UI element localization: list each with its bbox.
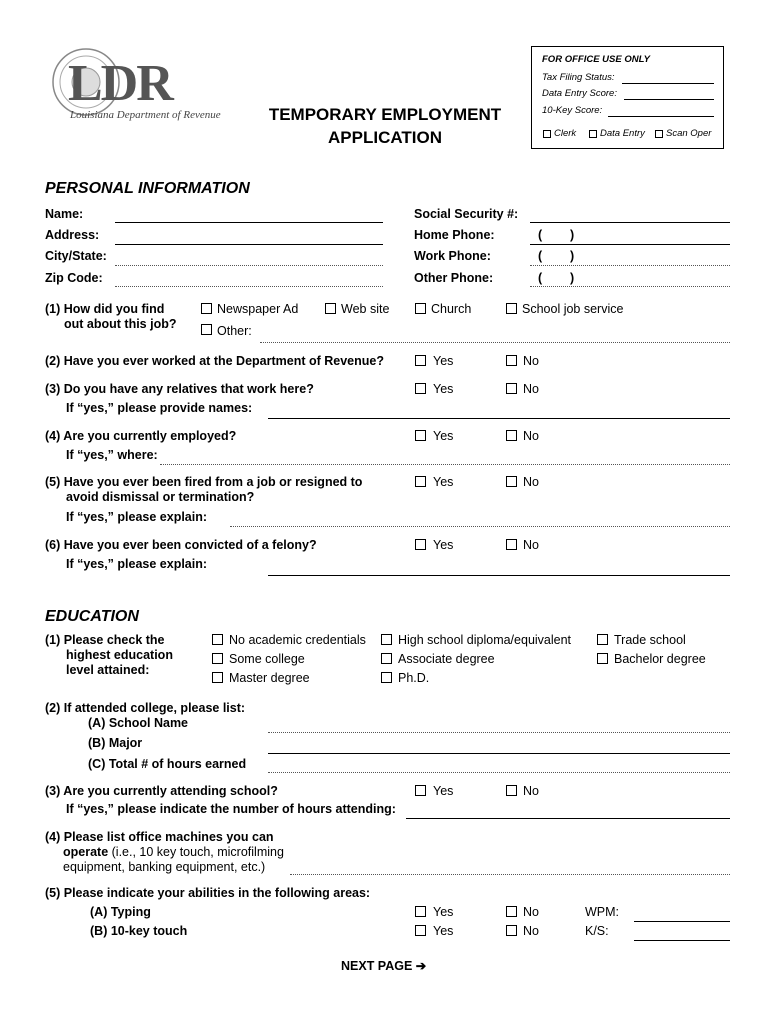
office-use-box [531,46,724,149]
q3-yes-checkbox[interactable] [415,383,426,394]
q5-label-line2: avoid dismissal or termination? [66,490,255,504]
other-phone-label: Other Phone: [414,271,494,285]
some-college-checkbox[interactable] [212,653,223,664]
master-degree-checkbox[interactable] [212,672,223,683]
e4-label-line3: equipment, banking equipment, etc.) [63,860,266,874]
tax-filing-line[interactable] [622,83,714,84]
q4-label: (4) Are you currently employed? [45,429,237,443]
other-source-checkbox[interactable] [201,324,212,335]
typing-yes-checkbox[interactable] [415,906,426,917]
home-phone-field[interactable] [530,244,730,245]
bachelor-degree-label: Bachelor degree [614,652,706,666]
typing-no-checkbox[interactable] [506,906,517,917]
form-title [240,103,530,149]
tenkey-no-checkbox[interactable] [506,925,517,936]
church-checkbox[interactable] [415,303,426,314]
typing-yes-label: Yes [433,905,454,919]
q4-where-field[interactable] [160,464,730,465]
e1-label-line1: (1) Please check the [45,633,165,647]
e1-label-line3: level attained: [66,663,150,677]
church-label: Church [431,302,472,316]
major-field[interactable] [268,753,730,754]
no-credentials-label: No academic credentials [229,633,366,647]
e3-yes-label: Yes [433,784,454,798]
q2-no-checkbox[interactable] [506,355,517,366]
e3-hours-field[interactable] [406,818,730,819]
e3-no-label: No [523,784,539,798]
e2-label: (2) If attended college, please list: [45,701,246,715]
scan-oper-checkbox[interactable] [655,130,663,138]
city-state-label: City/State: [45,249,107,263]
home-phone-paren-close: ) [570,228,575,242]
q5-yes-label: Yes [433,475,454,489]
clerk-checkbox[interactable] [543,130,551,138]
education-heading: EDUCATION [45,608,139,625]
e5-label: (5) Please indicate your abilities in the following areas: [45,886,371,900]
wpm-label: WPM: [585,905,620,919]
next-page-link[interactable]: NEXT PAGE ➔ [341,959,427,973]
e4-label-line2 [63,845,284,859]
work-phone-field[interactable] [530,265,730,266]
tenkey-yes-checkbox[interactable] [415,925,426,936]
q5-explain-field[interactable] [230,526,730,527]
other-phone-paren-close: ) [570,271,575,285]
typing-label: (A) Typing [90,905,151,919]
zip-label: Zip Code: [45,271,103,285]
q4-no-checkbox[interactable] [506,430,517,441]
city-state-field[interactable] [115,265,383,266]
q5-no-label: No [523,475,539,489]
q3-sub-label: If “yes,” please provide names: [66,401,253,415]
q3-label: (3) Do you have any relatives that work here? [45,382,314,396]
q5-no-checkbox[interactable] [506,476,517,487]
q2-yes-checkbox[interactable] [415,355,426,366]
work-phone-label: Work Phone: [414,249,491,263]
q6-explain-field[interactable] [268,575,730,576]
e3-sub-label: If “yes,” please indicate the number of hours attending: [66,802,396,816]
wpm-field[interactable] [634,921,730,922]
ks-label: K/S: [585,924,609,938]
ssn-label: Social Security #: [414,207,519,221]
q1-label-line2: out about this job? [64,317,177,331]
bachelor-degree-checkbox[interactable] [597,653,608,664]
q3-yes-label: Yes [433,382,454,396]
school-name-field[interactable] [268,732,730,733]
work-phone-paren-open: ( [538,249,543,263]
q3-names-field[interactable] [268,418,730,419]
e4-label-line2-rest: (i.e., 10 key touch, microfilming [108,845,284,859]
q5-sub-label: If “yes,” please explain: [66,510,208,524]
q5-yes-checkbox[interactable] [415,476,426,487]
title-line1: TEMPORARY EMPLOYMENT [268,105,502,124]
e1-label-line2: highest education [66,648,173,662]
typing-no-label: No [523,905,539,919]
school-job-service-checkbox[interactable] [506,303,517,314]
q2-no-label: No [523,354,539,368]
zip-field[interactable] [115,286,383,287]
other-source-label: Other: [217,324,252,338]
tenkey-touch-label: (B) 10-key touch [90,924,188,938]
e4-operate-word: operate [63,845,109,859]
school-name-label: (A) School Name [88,716,189,730]
other-source-field[interactable] [260,342,730,343]
address-field[interactable] [115,244,383,245]
some-college-label: Some college [229,652,305,666]
tenkey-score-line[interactable] [608,116,714,117]
q3-no-label: No [523,382,539,396]
home-phone-paren-open: ( [538,228,543,242]
logo-name: Louisiana Department of Revenue [70,109,221,121]
q6-no-checkbox[interactable] [506,539,517,550]
logo-letters: LDR [68,55,172,112]
trade-school-label: Trade school [614,633,686,647]
data-entry-checkbox[interactable] [589,130,597,138]
data-entry-label: Data Entry [600,128,645,139]
q1-label-line1: (1) How did you find [45,302,165,316]
q4-yes-label: Yes [433,429,454,443]
q4-sub-label: If “yes,” where: [66,448,158,462]
phd-label: Ph.D. [398,671,430,685]
name-field[interactable] [115,222,383,223]
office-heading: FOR OFFICE USE ONLY [542,54,651,65]
e3-no-checkbox[interactable] [506,785,517,796]
no-credentials-checkbox[interactable] [212,634,223,645]
e3-label: (3) Are you currently attending school? [45,784,278,798]
data-entry-score-line[interactable] [624,99,714,100]
other-phone-paren-open: ( [538,271,543,285]
ldr-logo [50,46,230,126]
q2-label: (2) Have you ever worked at the Department of Revenue? [45,354,384,368]
q6-yes-label: Yes [433,538,454,552]
trade-school-checkbox[interactable] [597,634,608,645]
ssn-field[interactable] [530,222,730,223]
e4-label-line1: (4) Please list office machines you can [45,830,274,844]
other-phone-field[interactable] [530,286,730,287]
master-degree-label: Master degree [229,671,310,685]
work-phone-paren-close: ) [570,249,575,263]
ks-field[interactable] [634,940,730,941]
tenkey-no-label: No [523,924,539,938]
major-label: (B) Major [88,736,143,750]
title-line2: APPLICATION [328,128,442,147]
address-label: Address: [45,228,100,242]
high-school-label: High school diploma/equivalent [398,633,572,647]
q3-no-checkbox[interactable] [506,383,517,394]
q6-label: (6) Have you ever been convicted of a felony? [45,538,317,552]
e3-yes-checkbox[interactable] [415,785,426,796]
school-job-service-label: School job service [522,302,624,316]
e4-machines-field[interactable] [290,874,730,875]
q5-label-line1: (5) Have you ever been fired from a job or resigned to [45,475,363,489]
scan-oper-label: Scan Oper [666,128,712,139]
tenkey-yes-label: Yes [433,924,454,938]
clerk-label: Clerk [554,128,577,139]
web-site-checkbox[interactable] [325,303,336,314]
associate-degree-checkbox[interactable] [381,653,392,664]
phd-checkbox[interactable] [381,672,392,683]
q6-yes-checkbox[interactable] [415,539,426,550]
newspaper-ad-checkbox[interactable] [201,303,212,314]
q4-yes-checkbox[interactable] [415,430,426,441]
newspaper-ad-label: Newspaper Ad [217,302,299,316]
data-entry-score-label: Data Entry Score: [542,88,617,99]
hours-earned-field[interactable] [268,772,730,773]
q6-sub-label: If “yes,” please explain: [66,557,208,571]
personal-info-heading: PERSONAL INFORMATION [45,180,250,197]
q4-no-label: No [523,429,539,443]
web-site-label: Web site [341,302,390,316]
tenkey-score-label: 10-Key Score: [542,105,603,116]
high-school-checkbox[interactable] [381,634,392,645]
q6-no-label: No [523,538,539,552]
name-label: Name: [45,207,84,221]
home-phone-label: Home Phone: [414,228,495,242]
associate-degree-label: Associate degree [398,652,495,666]
q2-yes-label: Yes [433,354,454,368]
tax-filing-label: Tax Filing Status: [542,72,615,83]
hours-earned-label: (C) Total # of hours earned [88,757,247,771]
